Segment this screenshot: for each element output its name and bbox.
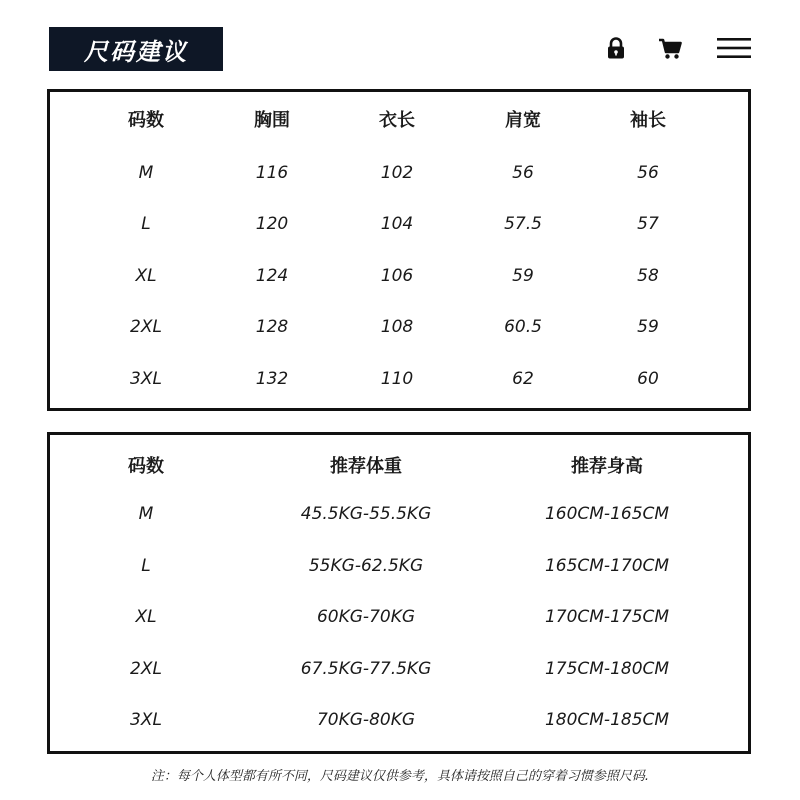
cell-shoulder: 62 <box>512 369 534 389</box>
cell-weight: 70KG-80KG <box>316 710 416 730</box>
header-chest: 胸围 <box>254 110 290 131</box>
cell-size: 2XL <box>130 659 162 679</box>
table-row <box>50 703 748 737</box>
header-shoulder: 肩宽 <box>505 110 541 131</box>
top-toolbar <box>580 30 770 66</box>
header-weight: 推荐体重 <box>330 456 402 477</box>
cell-length: 110 <box>380 369 414 389</box>
menu-icon[interactable] <box>717 38 751 58</box>
cell-weight: 55KG-62.5KG <box>308 556 424 576</box>
table-header-row <box>50 104 748 138</box>
cell-shoulder: 56 <box>512 163 534 183</box>
header-size: 码数 <box>128 456 164 477</box>
table-row <box>50 652 748 686</box>
cell-size: 3XL <box>130 710 162 730</box>
cell-height: 180CM-185CM <box>544 710 670 730</box>
table-row <box>50 497 748 531</box>
header-height: 推荐身高 <box>571 456 643 477</box>
cell-size: XL <box>135 607 157 627</box>
cell-weight: 45.5KG-55.5KG <box>300 504 432 524</box>
cell-size: 2XL <box>130 317 162 337</box>
cell-size: 3XL <box>130 369 162 389</box>
cell-chest: 116 <box>255 163 289 183</box>
cell-size: M <box>138 504 154 524</box>
cell-sleeve: 57 <box>637 214 659 234</box>
header-length: 衣长 <box>379 110 415 131</box>
cell-chest: 132 <box>255 369 289 389</box>
header-sleeve: 袖长 <box>630 110 666 131</box>
cell-length: 108 <box>380 317 414 337</box>
cell-sleeve: 59 <box>637 317 659 337</box>
header-size: 码数 <box>128 110 164 131</box>
table-row <box>50 362 748 396</box>
cell-size: XL <box>135 266 157 286</box>
table-row <box>50 156 748 190</box>
size-recommendation-table <box>47 432 751 754</box>
cell-sleeve: 60 <box>637 369 659 389</box>
table-row <box>50 207 748 241</box>
cell-size: L <box>141 556 151 576</box>
size-note: 注：每个人体型都有所不同，尺码建议仅供参考，具体请按照自己的穿着习惯参照尺码. <box>150 769 650 784</box>
cell-size: M <box>138 163 154 183</box>
cell-shoulder: 59 <box>512 266 534 286</box>
lock-icon[interactable] <box>606 37 626 59</box>
cell-height: 160CM-165CM <box>544 504 670 524</box>
page-title: 尺码建议 <box>49 27 223 71</box>
size-measurement-table <box>47 89 751 411</box>
cell-size: L <box>141 214 151 234</box>
cell-weight: 67.5KG-77.5KG <box>300 659 432 679</box>
table-row <box>50 549 748 583</box>
table-row <box>50 259 748 293</box>
cell-shoulder: 60.5 <box>504 317 542 337</box>
cell-chest: 120 <box>255 214 289 234</box>
cart-icon[interactable] <box>658 38 682 60</box>
table-row <box>50 600 748 634</box>
cell-sleeve: 58 <box>637 266 659 286</box>
cell-length: 102 <box>380 163 414 183</box>
table-header-row <box>50 450 748 484</box>
cell-height: 175CM-180CM <box>544 659 670 679</box>
cell-weight: 60KG-70KG <box>316 607 416 627</box>
table-row <box>50 310 748 344</box>
cell-shoulder: 57.5 <box>504 214 542 234</box>
cell-chest: 128 <box>255 317 289 337</box>
cell-height: 165CM-170CM <box>544 556 670 576</box>
cell-length: 104 <box>380 214 414 234</box>
cell-height: 170CM-175CM <box>544 607 670 627</box>
cell-sleeve: 56 <box>637 163 659 183</box>
cell-length: 106 <box>380 266 414 286</box>
cell-chest: 124 <box>255 266 289 286</box>
